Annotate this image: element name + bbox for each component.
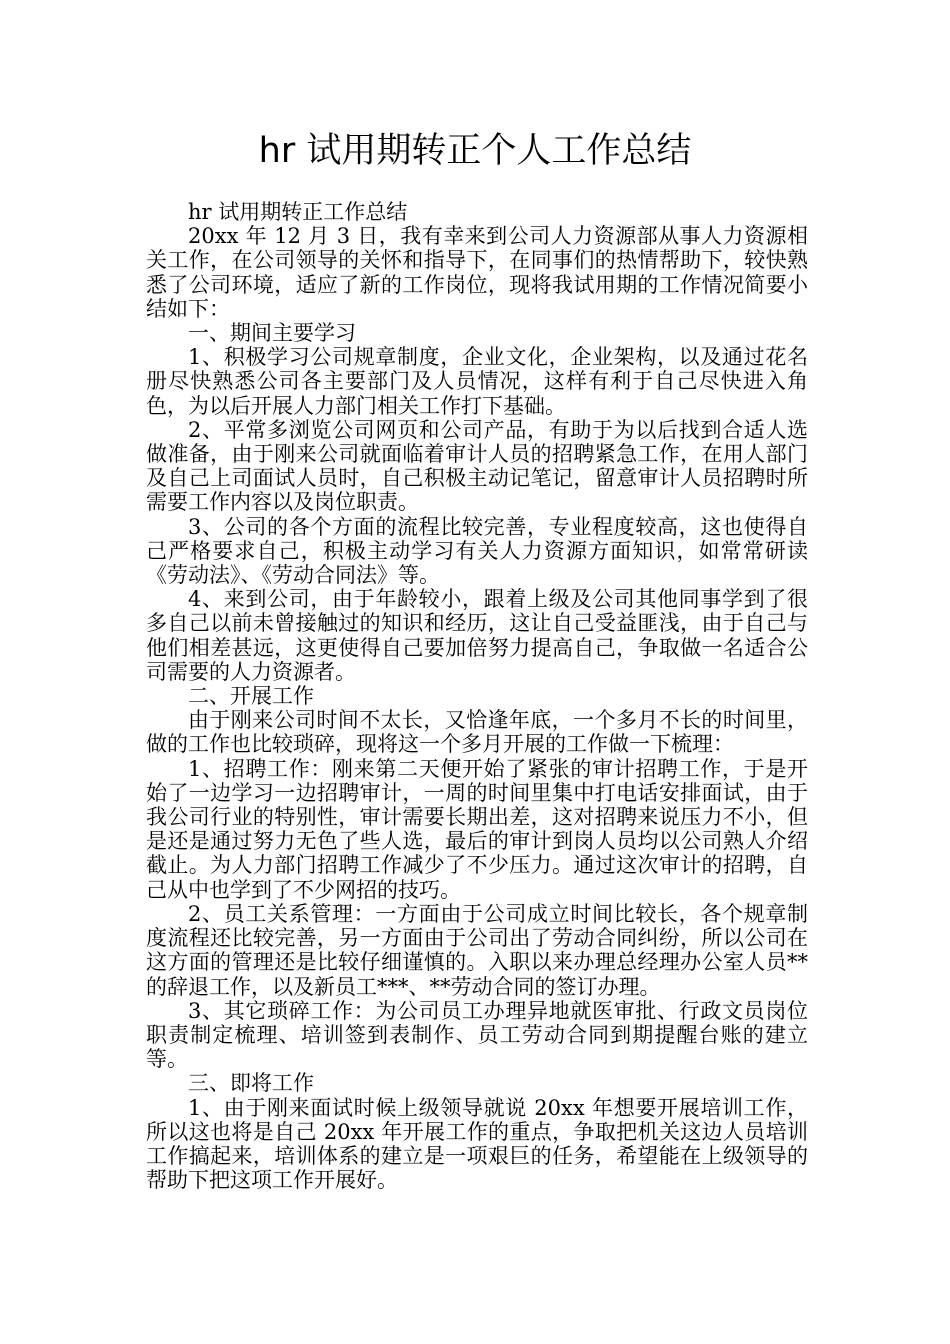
paragraph-intro: 20xx 年 12 月 3 日，我有幸来到公司人力资源部从事人力资源相关工作，在公司领导的关怀和指导下，在同事们的热情帮助下，较快熟悉了公司环境，适应了新的工作岗位，现将我试用期的工作情况简要小结如下： — [146, 224, 808, 321]
document-title: hr 试用期转正个人工作总结 — [258, 131, 692, 171]
document-body — [146, 200, 808, 1192]
paragraph-work-intro: 由于刚来公司时间不太长，又恰逢年底，一个多月不长的时间里，做的工作也比较琐碎，现将这一个多月开展的工作做一下梳理： — [146, 708, 808, 757]
paragraph-subtitle: hr 试用期转正工作总结 — [188, 200, 408, 224]
section-heading-study: 一、期间主要学习 — [188, 321, 356, 346]
paragraph-study-3: 3、公司的各个方面的流程比较完善，专业程度较高，这也使得自己严格要求自己，积极主动学习有关人力资源方面知识，如常常研读《劳动法》、《劳动合同法》等。 — [146, 514, 808, 588]
section-heading-work: 二、开展工作 — [188, 684, 314, 709]
paragraph-upcoming-1: 1、由于刚来面试时候上级领导就说 20xx 年想要开展培训工作，所以这也将是自己 20xx 年开展工作的重点，争取把机关这边人员培训工作搞起来，培训体系的建立是一项艰巨的任务，希望能在上级领导的帮助下把这项工作开展好。 — [146, 1095, 808, 1193]
paragraph-work-1: 1、招聘工作：刚来第二天便开始了紧张的审计招聘工作，于是开始了一边学习一边招聘审计，一周的时间里集中打电话安排面试，由于我公司行业的特别性，审计需要长期出差，这对招聘来说压力不小，但是还是通过努力无色了些人选，最后的审计到岗人员均以公司熟人介绍截止。为人力部门招聘工作减少了不少压力。通过这次审计的招聘，自己从中也学到了不少网招的技巧。 — [146, 756, 808, 902]
paragraph-study-2: 2、平常多浏览公司网页和公司产品，有助于为以后找到合适人选做准备，由于刚来公司就面临着审计人员的招聘紧急工作，在用人部门及自己上司面试人员时，自己积极主动记笔记，留意审计人员招聘时所需要工作内容以及岗位职责。 — [146, 417, 808, 515]
paragraph-work-2: 2、员工关系管理：一方面由于公司成立时间比较长，各个规章制度流程还比较完善，另一方面由于公司出了劳动合同纠纷，所以公司在这方面的管理还是比较仔细谨慎的。入职以来办理总经理办公室人员**的辞退工作，以及新员工***、**劳动合同的签订办理。 — [146, 901, 808, 999]
paragraph-study-4: 4、来到公司，由于年龄较小，跟着上级及公司其他同事学到了很多自己以前未曾接触过的知识和经历，这让自己受益匪浅，由于自己与他们相差甚远，这更使得自己要加倍努力提高自己，争取做一名适合公司需要的人力资源者。 — [146, 587, 808, 684]
paragraph-study-1: 1、积极学习公司规章制度，企业文化，企业架构，以及通过花名册尽快熟悉公司各主要部门及人员情况，这样有利于自己尽快进入角色，为以后开展人力部门相关工作打下基础。 — [146, 345, 808, 418]
paragraph-work-3: 3、其它琐碎工作：为公司员工办理异地就医审批、行政文员岗位职责制定梳理、培训签到表制作、员工劳动合同到期提醒台账的建立等。 — [146, 998, 808, 1072]
section-heading-upcoming: 三、即将工作 — [188, 1071, 314, 1096]
